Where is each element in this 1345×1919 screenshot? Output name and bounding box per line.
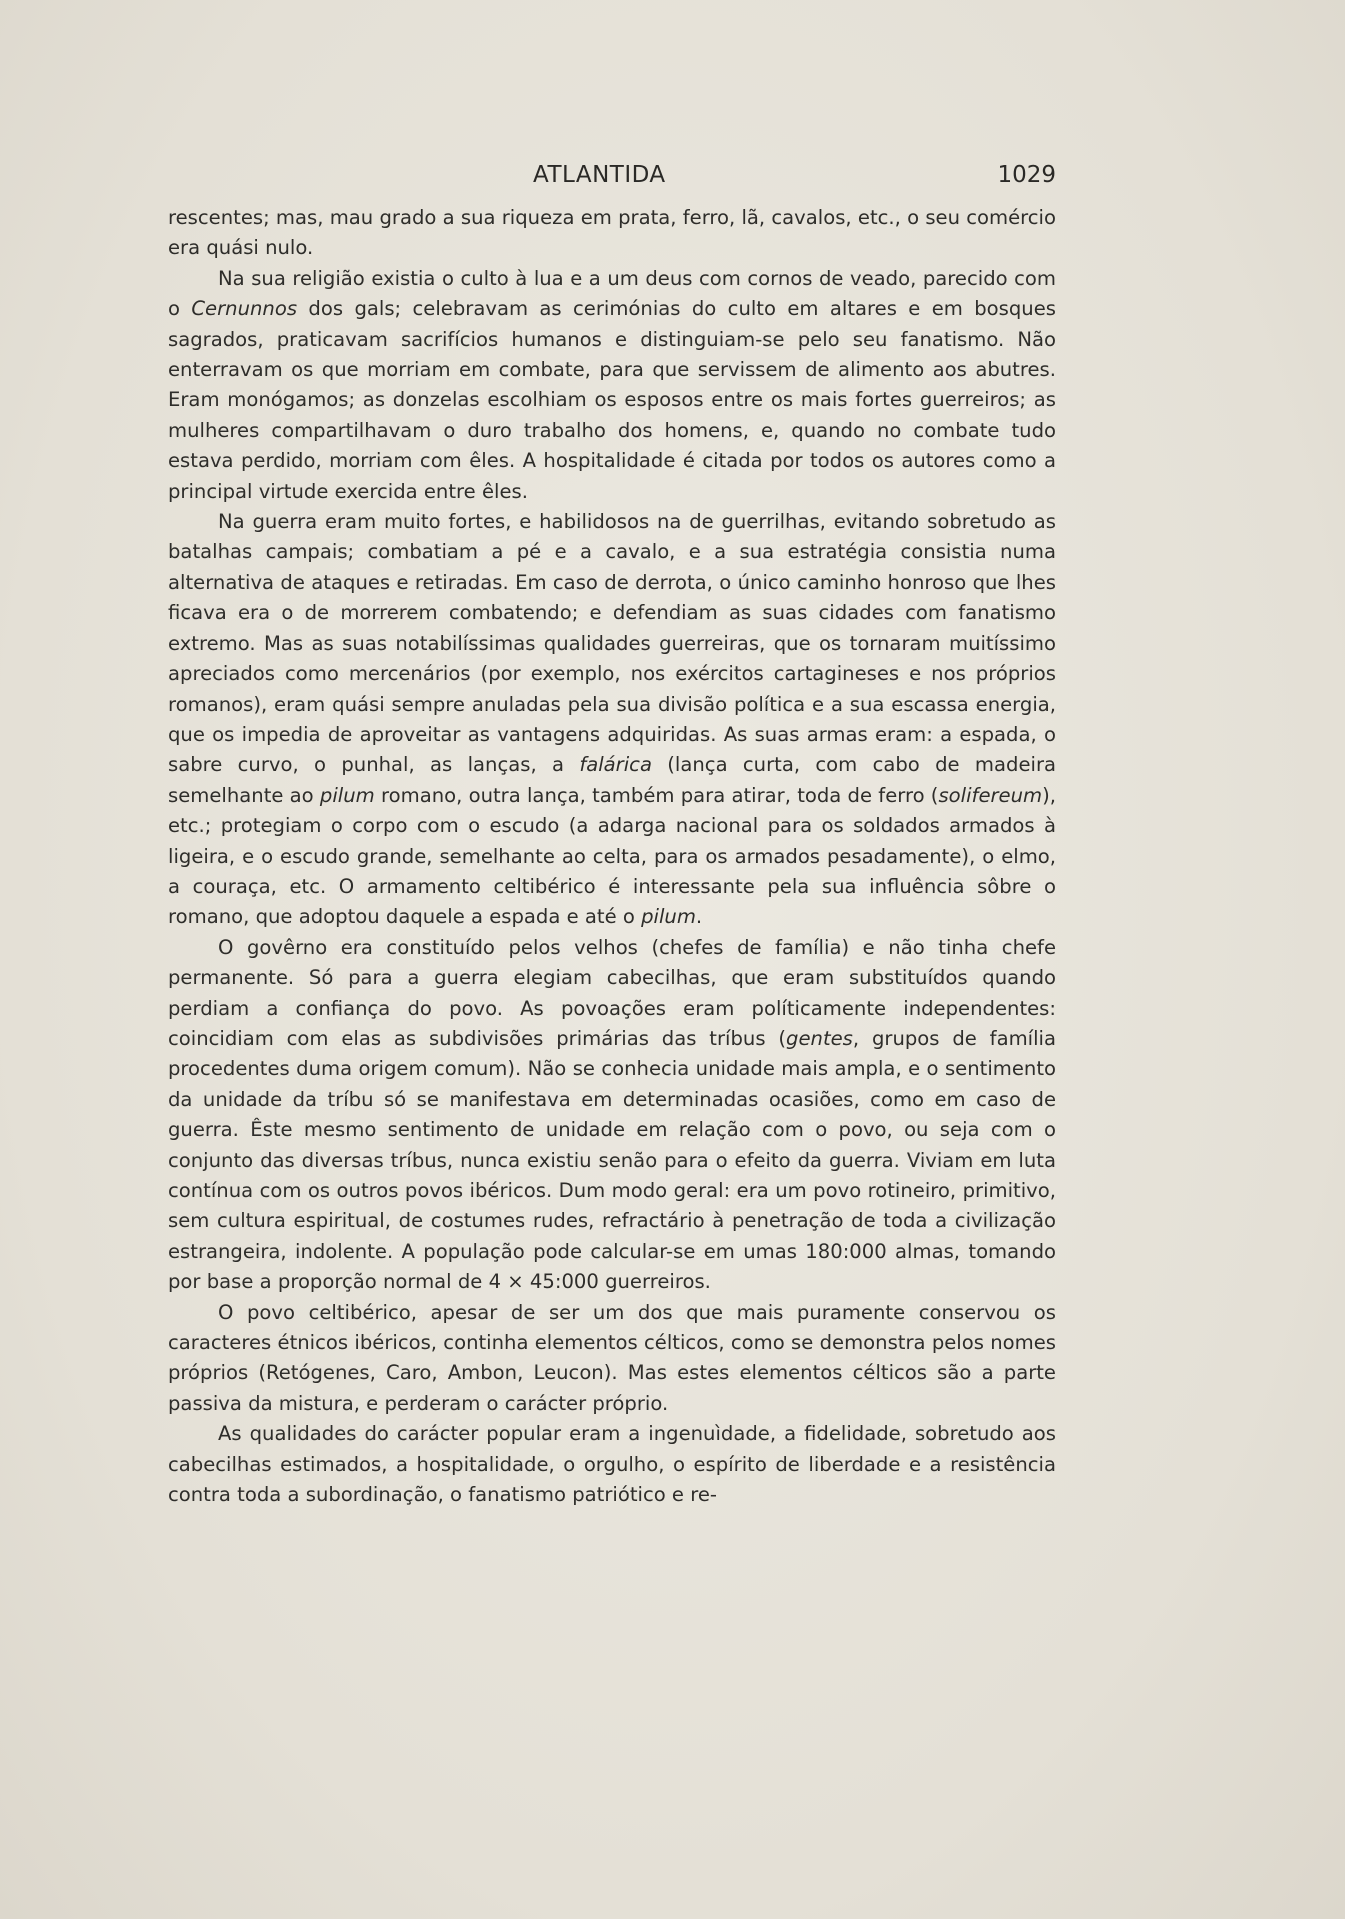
text-run: ), etc.; protegiam o corpo com o escudo (a adarga nacional para os soldados armados à ligeira, e o escudo grande, semelhante ao celta, para os armados pesadamente), o elmo, a couraça, etc. O armamento celtibérico é interessante pela sua influência sôbre o romano, que adoptou daquele a espada e até o [168,783,1056,929]
text-run: romano, outra lança, também para atirar, toda de ferro ( [374,783,939,807]
text-run: O povo celtibérico, apesar de ser um dos que mais puramente conservou os caracteres étnicos ibéricos, continha elementos célticos, como se demonstra pelos nomes próprios (Retógenes, Caro, Ambon, Leucon). Mas estes elementos célticos são a parte passiva da mistura, e perderam o carácter próprio. [168,1300,1056,1415]
text-run: rescentes; mas, mau grado a sua riqueza em prata, ferro, lã, cavalos, etc., o seu comércio era quási nulo. [168,206,1056,260]
text-run: Na sua religião existia o culto à lua e a um deus com cornos de veado, parecido com o [168,266,1056,321]
paragraph-3 [168,507,1056,933]
text-run: . [695,905,703,929]
running-title: ATLANTIDA [533,162,666,188]
page-number: 1029 [997,162,1056,188]
page-header [168,162,1056,192]
italic-term: falárica [579,753,652,777]
paragraph-1 [168,203,1056,264]
text-run: Na guerra eram muito fortes, e habilidosos na de guerrilhas, evitando sobretudo as batalhas campais; combatiam a pé e a cavalo, e a sua estratégia consistia numa alternativa de ataques e retiradas. Em caso de derrota, o único caminho honroso que lhes ficava era o de morrerem combatendo; e defendiam as suas cidades com fanatismo extremo. Mas as suas notabilíssimas qualidades guerreiras, que os tornaram muitíssimo apreciados como mercenários (por exemplo, nos exércitos cartagineses e nos próprios romanos), eram quási sempre anuladas pela sua divisão política e a sua escassa energia, que os impedia de aproveitar as vantagens adquiridas. As suas armas eram: a espada, o sabre curvo, o punhal, as lanças, a [168,510,1056,777]
text-run: O govêrno era constituído pelos velhos (chefes de família) e não tinha chefe permanente. Só para a guerra elegiam cabecilhas, que eram substituídos quando perdiam a confiança do povo. As povoações eram políticamente independentes: coincidiam com elas as subdivisões primárias das tríbus ( [168,935,1056,1050]
paragraph-6 [168,1419,1056,1510]
italic-term: pilum [641,905,696,929]
italic-term: Cernunnos [191,297,298,321]
italic-term: solifereum [938,783,1043,807]
italic-term: gentes [786,1026,853,1050]
paragraph-2 [168,264,1056,507]
italic-term: pilum [319,783,375,807]
text-run: As qualidades do carácter popular eram a ingenuìdade, a fidelidade, sobretudo aos cabecilhas estimados, a hospitalidade, o orgulho, o espírito de liberdade e a resistência contra toda a subordinação, o fanatismo patriótico e re- [168,1422,1056,1507]
text-run: (lança curta, com cabo de madeira semelhante ao [168,753,1057,807]
body-text [168,203,1056,1510]
text-run: dos gals; celebravam as cerimónias do culto em altares e em bosques sagrados, praticavam sacrifícios humanos e distinguiam-se pelo seu fanatismo. Não enterravam os que morriam em combate, para que servissem de alimento aos abutres. Eram monógamos; as donzelas escolhiam os esposos entre os mais fortes guerreiros; as mulheres compartilhavam o duro trabalho dos homens, e, quando no combate tudo estava perdido, morriam com êles. A hospitalidade é citada por todos os autores como a principal virtude exercida entre êles. [168,297,1056,503]
text-run: , grupos de família procedentes duma origem comum). Não se conhecia unidade mais ampla, e o sentimento da unidade da tríbu só se manifestava em determinadas ocasiões, como em caso de guerra. Êste mesmo sentimento de unidade em relação com o povo, ou seja com o conjunto das diversas tríbus, nunca existiu senão para o efeito da guerra. Viviam em luta contínua com os outros povos ibéricos. Dum modo geral: era um povo rotineiro, primitivo, sem cultura espiritual, de costumes rudes, refractário à penetração de toda a civilização estrangeira, indolente. A população pode calcular-se em umas 180:000 almas, tomando por base a proporção normal de 4 × 45:000 guerreiros. [168,1026,1056,1294]
paragraph-4 [168,933,1056,1298]
paragraph-5 [168,1298,1056,1420]
